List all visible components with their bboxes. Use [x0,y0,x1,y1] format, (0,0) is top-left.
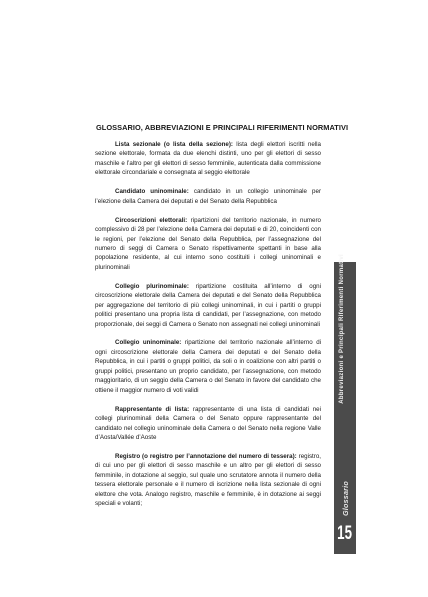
glossary-term: Lista sezionale (o lista della sezione): [115,141,233,148]
page-number [334,518,356,550]
glossary-definition: rappresentante di una lista di candidati nei collegi plurinominali della Camera o del Senato oppure rappresentante del candidato nel collegio uninominale della Camera o del Senato nella regione Valle d’Aosta/Vallée d’Aoste [95,405,321,441]
glossary-entry [95,405,321,443]
glossary-definition: ripartizioni del territorio nazionale, in numero complessivo di 28 per l’elezione della Camera dei deputati e di 20, coincidenti con le regioni, per l’elezione del Senato della Repubblica, per l’assegnazione del numero di seggi di Camera o Senato rispettivamente spettanti in base alla popolazione residente, al cui interno sono costituiti i collegi uninominali e plurinominali [95,216,321,271]
glossary-definition: ripartizione costituita all’interno di ogni circoscrizione elettorale della Camera dei deputati e del Senato della Repubblica per aggregazione del territorio di più collegi uninominali, in cui i partiti o gruppi politici presentano una propria lista di candidati, per l’assegnazione, con metodo proporzionale, dei seggi di Camera o Senato non assegnati nei collegi uninominali [95,282,321,328]
glossary-term: Candidato uninominale: [115,188,189,196]
glossary-body [95,140,321,518]
glossary-term: Collegio plurinominale: [115,282,189,290]
glossary-entry [95,338,321,395]
glossary-term: Registro (o registro per l’annotazione del numero di tessera): [115,452,297,460]
side-tab-title: Abbreviazioni e Principali Riferimenti Normativi [339,254,345,404]
glossary-definition: lista degli elettori iscritti nella sezione elettorale, formata da due elenchi distinti, uno per gli elettori di sesso maschile e l’altro per gli elettori di sesso femminile, autenticata dalla commissione elettorale circondariale e consegnata al seggio elettorale [95,141,321,177]
glossary-term: Rappresentante di lista: [115,405,190,413]
glossary-term: Collegio uninominale: [115,339,182,347]
glossary-entry [95,282,321,329]
glossary-entry [95,187,321,206]
glossary-entry [95,140,321,178]
glossary-definition: ripartizione del territorio nazionale all’interno di ogni circoscrizione elettorale della Camera dei deputati e del Senato della Repubblica, in cui i partiti o gruppi politici, da soli o in coalizione con altri partiti o gruppi politici, presentano un proprio candidato, per l’assegnazione, con metodo maggioritario, di un seggio della Camera o del Senato in favore del candidato che ottiene il maggior numero di voti validi [95,339,322,394]
glossary-entry [95,216,321,273]
section-heading: GLOSSARIO, ABBREVIAZIONI E PRINCIPALI RIFERIMENTI NORMATIVI [96,123,349,132]
glossary-term: Circoscrizioni elettorali: [115,216,188,224]
page-number-text: 15 [337,523,353,544]
glossary-entry [95,452,321,509]
glossary-definition: candidato in un collegio uninominale per l’elezione della Camera dei deputati e del Senato della Repubblica [95,188,322,205]
glossary-definition: registro, di cui uno per gli elettori di sesso maschile e un altro per gli elettori di sesso femminile, in dotazione al seggio, sul quale uno scrutatore annota il numero della tessera elettorale personale e il numero di iscrizione nella lista sezionale di ogni elettore che vota. Analogo registro, maschile e femminile, è in dotazione ai seggi speciali e volanti; [95,452,321,508]
glossary-logo: Glossario [341,481,350,516]
